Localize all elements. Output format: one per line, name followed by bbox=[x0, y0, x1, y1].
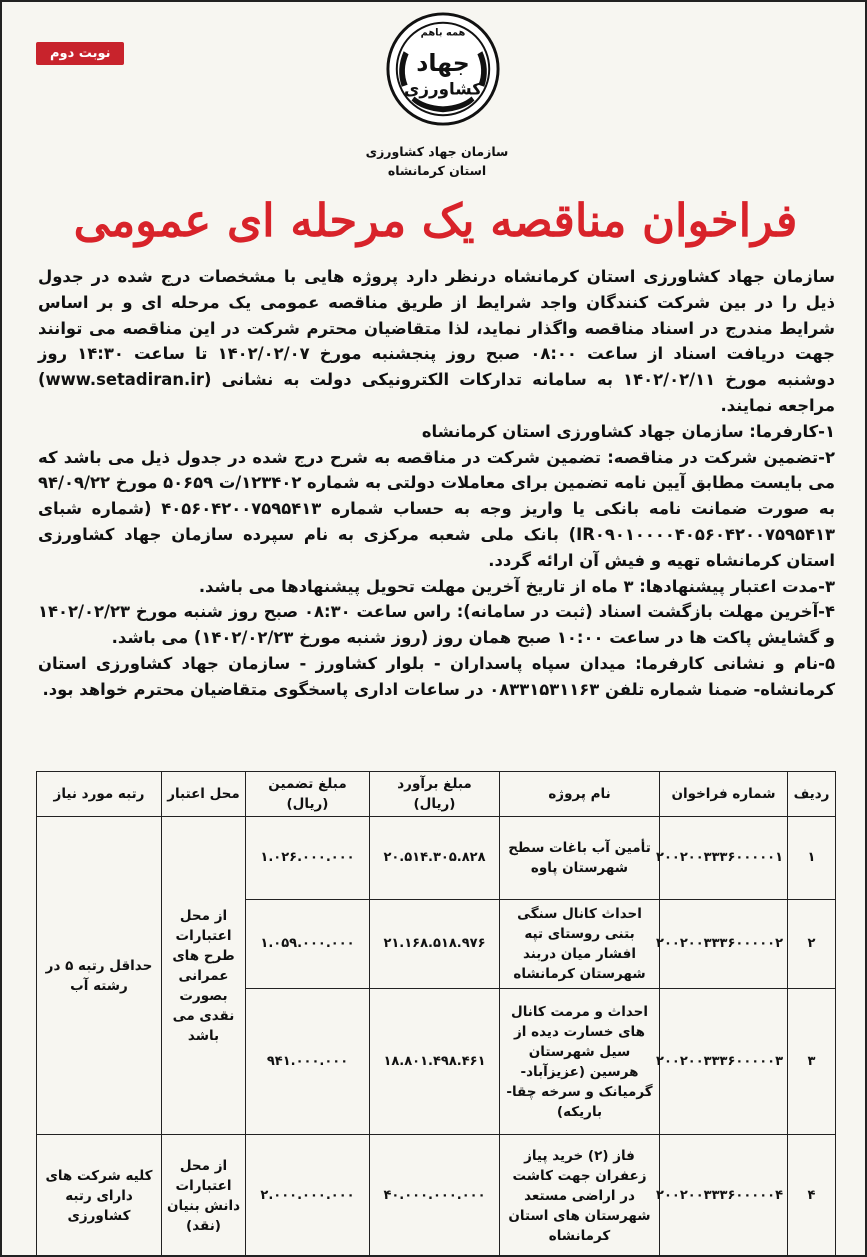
table-row bbox=[37, 817, 836, 900]
cell-guarantee: ۱.۰۵۹.۰۰۰.۰۰۰ bbox=[246, 900, 370, 989]
cell-guarantee: ۱.۰۲۶.۰۰۰.۰۰۰ bbox=[246, 817, 370, 900]
header-guarantee: مبلغ تضمین (ریال) bbox=[246, 772, 370, 817]
cell-funding: از محل اعتبارات دانش بنیان (نقد) bbox=[162, 1135, 246, 1257]
cell-call-number: ۲۰۰۲۰۰۳۳۳۶۰۰۰۰۰۴ bbox=[660, 1135, 788, 1257]
emblem-top-text: همه باهم bbox=[420, 27, 466, 39]
item-deadline: ۴-آخرین مهلت بازگشت اسناد (ثبت در سامانه): راس ساعت ۰۸:۳۰ صبح روز شنبه مورخ ۱۴۰۲/۰۲/۲۳ و گشایش پاکت ها در ساعت ۱۰:۰۰ صبح همان روز (روز شنبه مورخ ۱۴۰۲/۰۲/۲۳) می باشد. bbox=[38, 602, 836, 648]
cell-guarantee: ۹۴۱.۰۰۰.۰۰۰ bbox=[246, 989, 370, 1135]
item-employer: ۱-کارفرما: سازمان جهاد کشاورزی استان کرمانشاه bbox=[421, 421, 835, 441]
cell-call-number: ۲۰۰۲۰۰۳۳۳۶۰۰۰۰۰۱ bbox=[660, 817, 788, 900]
cell-call-number: ۲۰۰۲۰۰۳۳۳۶۰۰۰۰۰۳ bbox=[660, 989, 788, 1135]
intro-text: سازمان جهاد کشاورزی استان کرمانشاه درنظر دارد پروژه هایی با مشخصات درج شده در جدول ذیل را در بین شرکت کنندگان واجد شرایط از طریق مناقصه عمومی یک مرحله ای و بر اساس شرایط مندرج در اسناد مناقصه واگذار نماید، لذا متقاضیان محترم شرکت در این مناقصه می توانند جهت دریافت اسناد از ساعت ۰۸:۰۰ صبح روز پنجشنبه مورخ ۱۴۰۲/۰۲/۰۷ تا ساعت ۱۴:۳۰ روز دوشنبه مورخ ۱۴۰۲/۰۲/۱۱ به سامانه تدارکات الکترونیکی دولت به نشانی bbox=[38, 267, 836, 390]
header-estimate: مبلغ برآورد (ریال) bbox=[370, 772, 500, 817]
intro-end-text: مراجعه نمایند. bbox=[720, 395, 835, 415]
table-row bbox=[37, 1135, 836, 1257]
cell-estimate: ۲۰.۵۱۴.۳۰۵.۸۲۸ bbox=[370, 817, 500, 900]
cell-rank-shared: حداقل رتبه ۵ در رشته آب bbox=[37, 817, 162, 1135]
emblem-main-line2: کشاورزی bbox=[404, 78, 482, 99]
header-funding: محل اعتبار bbox=[162, 772, 246, 817]
cell-project-name: تأمین آب باغات سطح شهرستان پاوه bbox=[500, 817, 660, 900]
cell-row-number: ۴ bbox=[788, 1135, 836, 1257]
cell-row-number: ۳ bbox=[788, 989, 836, 1135]
cell-project-name: احداث کانال سنگی بتنی روستای تپه افشار میان دربند شهرستان کرمانشاه bbox=[500, 900, 660, 989]
cell-guarantee: ۲.۰۰۰.۰۰۰.۰۰۰ bbox=[246, 1135, 370, 1257]
website-link[interactable]: (www.setadiran.ir) bbox=[38, 370, 212, 390]
cell-estimate: ۲۱.۱۶۸.۵۱۸.۹۷۶ bbox=[370, 900, 500, 989]
header-call-number: شماره فراخوان bbox=[660, 772, 788, 817]
header-row-number: ردیف bbox=[788, 772, 836, 817]
cell-row-number: ۱ bbox=[788, 817, 836, 900]
cell-row-number: ۲ bbox=[788, 900, 836, 989]
header-project-name: نام پروژه bbox=[500, 772, 660, 817]
cell-estimate: ۱۸.۸۰۱.۴۹۸.۴۶۱ bbox=[370, 989, 500, 1135]
organization-name bbox=[302, 142, 572, 180]
intro-paragraph bbox=[38, 264, 835, 419]
cell-estimate: ۴۰.۰۰۰.۰۰۰.۰۰۰ bbox=[370, 1135, 500, 1257]
organization-line2: استان کرمانشاه bbox=[387, 163, 487, 178]
notice-title: فراخوان مناقصه یک مرحله ای عمومی bbox=[73, 194, 798, 247]
item-validity: ۳-مدت اعتبار پیشنهادها: ۳ ماه از تاریخ آخرین مهلت تحویل پیشنهادها می باشد. bbox=[198, 576, 835, 596]
table-header-row bbox=[37, 772, 836, 817]
jihad-keshavarzi-emblem-icon bbox=[384, 10, 502, 128]
cell-project-name: فاز (۲) خرید پیاز زعفران جهت کاشت در اراضی مستعد شهرستان های استان کرمانشاه bbox=[500, 1135, 660, 1257]
cell-project-name: احداث و مرمت کانال های خسارت دیده از سیل شهرستان هرسین (عزیزآباد-گرمیانک و سرخه چقا-باریکه) bbox=[500, 989, 660, 1135]
header-rank: رتبه مورد نیاز bbox=[37, 772, 162, 817]
item-address: ۵-نام و نشانی کارفرما: میدان سپاه پاسداران - بلوار کشاورز - سازمان جهاد کشاورزی استان کرمانشاه- ضمنا شماره تلفن ۰۸۳۳۱۵۳۱۱۶۳ در ساعات اداری پاسخگوی متقاضیان محترم خواهد بود. bbox=[38, 653, 835, 699]
second-round-badge: نوبت دوم bbox=[36, 42, 124, 65]
notice-body bbox=[38, 264, 835, 703]
projects-table bbox=[36, 771, 836, 1257]
cell-call-number: ۲۰۰۲۰۰۳۳۳۶۰۰۰۰۰۲ bbox=[660, 900, 788, 989]
item-guarantee: ۲-تضمین شرکت در مناقصه: تضمین شرکت در مناقصه به شرح درج شده در جدول ذیل می باشد که می بایست مطابق آیین نامه تضمین برای معاملات دولتی به شماره ۱۲۳۴۰۲/ت ۵۰۶۵۹ مورخ ۹۴/۰۹/۲۲ به صورت ضمانت نامه بانکی یا واریز وجه به حساب شماره ۴۰۵۶۰۴۲۰۰۷۵۹۵۴۱۳ (شماره شبای IR۰۹۰۱۰۰۰۰۴۰۵۶۰۴۲۰۰۷۵۹۵۴۱۳) بانک ملی شعبه مرکزی به نام سپرده سازمان جهاد کشاورزی استان کرمانشاه تهیه و فیش آن ارائه گردد. bbox=[38, 447, 835, 570]
organization-line1: سازمان جهاد کشاورزی bbox=[365, 144, 509, 159]
emblem-main-line1: جهاد bbox=[416, 48, 470, 77]
cell-rank: کلیه شرکت های دارای رتبه کشاورزی bbox=[37, 1135, 162, 1257]
cell-funding-shared: از محل اعتبارات طرح های عمرانی بصورت نقدی می باشد bbox=[162, 817, 246, 1135]
